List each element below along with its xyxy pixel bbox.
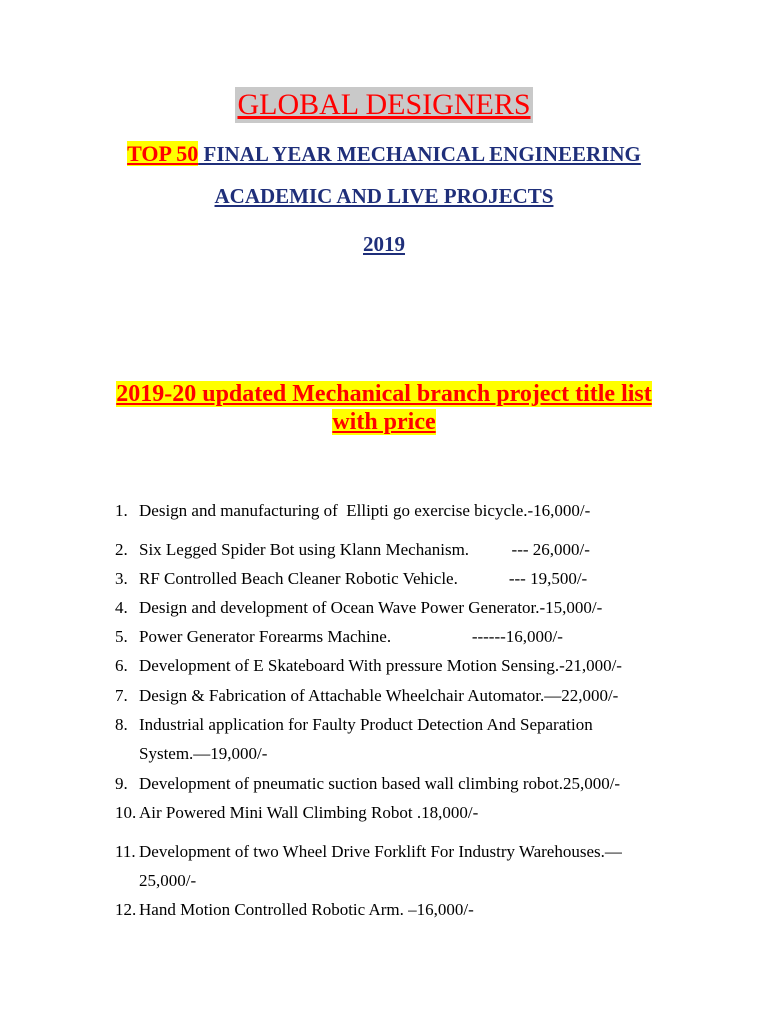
list-item-text: Power Generator Forearms Machine. ------16,000/-: [139, 627, 563, 646]
list-item-text: Development of E Skateboard With pressure Motion Sensing.-21,000/-: [139, 656, 622, 675]
list-item-number: 6.: [115, 656, 128, 675]
list-item-number: 9.: [115, 774, 128, 793]
list-item-number: 2.: [115, 540, 128, 559]
subtitle-text-2: ACADEMIC AND LIVE PROJECTS: [214, 184, 554, 208]
list-item-text: Development of two Wheel Drive Forklift For Industry Warehouses.—: [139, 842, 622, 861]
subtitle-text-1: FINAL YEAR MECHANICAL ENGINEERING: [198, 142, 641, 166]
list-item-number: 12.: [115, 900, 137, 919]
list-item-text: Industrial application for Faulty Product Detection And Separation: [139, 715, 593, 734]
list-item-number: 8.: [115, 715, 128, 734]
list-item-number: 3.: [115, 569, 128, 588]
list-item-number: 11.: [115, 842, 136, 861]
section-title-line-2: with price: [332, 409, 436, 435]
list-item-text: Design and development of Ocean Wave Power Generator.-15,000/-: [139, 598, 603, 617]
list-item-text: Design and manufacturing of Ellipti go exercise bicycle.-16,000/-: [139, 501, 591, 520]
list-item-number: 7.: [115, 686, 128, 705]
list-item-text: RF Controlled Beach Cleaner Robotic Vehicle. --- 19,500/-: [139, 569, 588, 588]
section-title-line-1: 2019-20 updated Mechanical branch project title list: [116, 381, 652, 407]
list-item-text: Design & Fabrication of Attachable Wheelchair Automator.—22,000/-: [139, 686, 619, 705]
company-name: GLOBAL DESIGNERS: [237, 88, 531, 121]
list-item-text: Hand Motion Controlled Robotic Arm. –16,000/-: [139, 900, 474, 919]
list-item-number: 4.: [115, 598, 128, 617]
list-item-text-continued: 25,000/-: [139, 871, 197, 890]
list-item-text: Development of pneumatic suction based wall climbing robot.25,000/-: [139, 774, 621, 793]
list-item-number: 5.: [115, 627, 128, 646]
year-text: 2019: [363, 232, 405, 256]
top-50-label: TOP 50: [127, 141, 199, 166]
list-item-number: 1.: [115, 501, 128, 520]
list-item-number: 10.: [115, 803, 137, 822]
list-item-text-continued: System.—19,000/-: [139, 744, 268, 763]
list-item-text: Six Legged Spider Bot using Klann Mechanism. --- 26,000/-: [139, 540, 590, 559]
list-item-text: Air Powered Mini Wall Climbing Robot .18,000/-: [139, 803, 479, 822]
